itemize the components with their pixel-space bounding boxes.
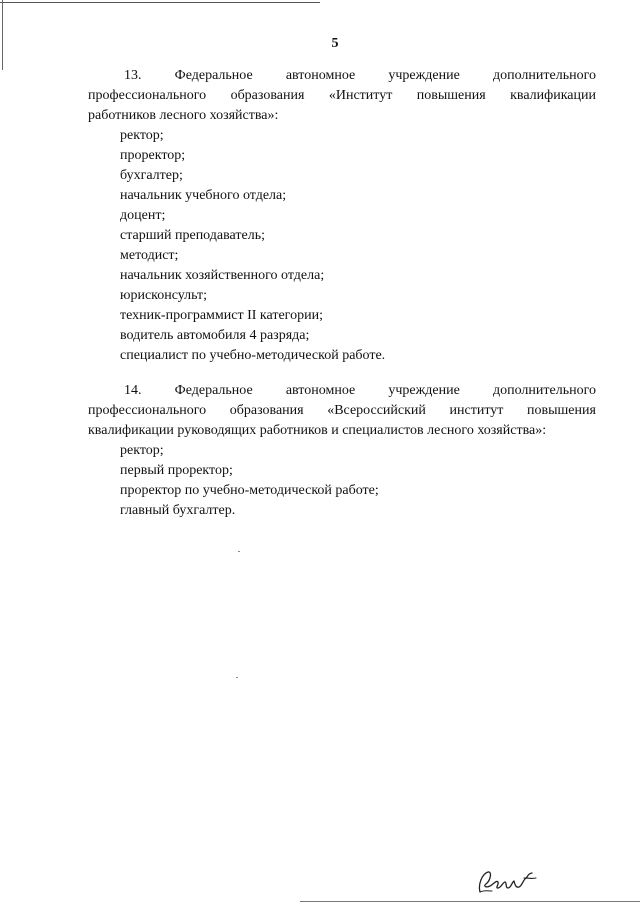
paragraph-line (88, 86, 596, 106)
list-item: главный бухгалтер. (120, 503, 236, 518)
list-item: методист; (120, 248, 179, 263)
section-14 (88, 381, 596, 521)
list-item: доцент; (120, 208, 166, 223)
paragraph-line (88, 401, 596, 421)
signature-image (474, 866, 550, 896)
paragraph-word: институт (449, 403, 504, 418)
paragraph-line (88, 106, 596, 126)
paragraph-word: автономное (285, 383, 356, 398)
list-item: специалист по учебно-методической работе. (120, 348, 386, 363)
paragraph-word: дополнительного (492, 68, 596, 83)
scan-edge-left (2, 0, 3, 70)
paragraph-word: квалификации (510, 88, 596, 103)
section-13 (88, 66, 596, 366)
list-item: начальник учебного отдела; (120, 188, 287, 203)
paragraph-word: дополнительного (492, 383, 596, 398)
paragraph-word: «Институт (328, 88, 393, 103)
paragraph-word: образования (230, 88, 305, 103)
list-item: начальник хозяйственного отдела; (120, 268, 325, 283)
paragraph-word: Федеральное (174, 68, 253, 83)
paragraph-word: образования (229, 403, 304, 418)
paragraph-word: профессионального (88, 403, 207, 418)
list-item: проректор; (120, 148, 186, 163)
paragraph-word: работников лесного хозяйства»: (88, 108, 279, 123)
paragraph-word: 13. (124, 68, 142, 83)
paragraph-word: «Всероссийский (327, 403, 426, 418)
scan-edge-bottom (300, 901, 640, 902)
list-item: техник-программист II категории; (120, 308, 323, 323)
paragraph-word: повышения (416, 88, 486, 103)
list-item: бухгалтер; (120, 168, 183, 183)
scan-speck (236, 677, 238, 678)
paragraph-word: учреждение (388, 68, 460, 83)
list-item: ректор; (120, 443, 164, 458)
paragraph-word: учреждение (388, 383, 460, 398)
scan-speck (238, 551, 240, 552)
paragraph-word: 14. (124, 383, 142, 398)
paragraph-word: автономное (285, 68, 356, 83)
paragraph-line (116, 66, 596, 86)
page-number: 5 (331, 36, 339, 51)
list-item: водитель автомобиля 4 разряда; (120, 328, 310, 343)
paragraph-word: профессионального (88, 88, 207, 103)
paragraph-word: Федеральное (174, 383, 253, 398)
list-item: первый проректор; (120, 463, 233, 478)
paragraph-line (88, 421, 596, 441)
paragraph-line (116, 381, 596, 401)
list-item: юрисконсульт; (120, 288, 208, 303)
paragraph-word: квалификации руководящих работников и специалистов лесного хозяйства»: (88, 423, 547, 438)
list-item: ректор; (120, 128, 164, 143)
paragraph-word: повышения (527, 403, 596, 418)
scan-edge-top (0, 2, 320, 3)
list-item: старший преподаватель; (120, 228, 265, 243)
list-item: проректор по учебно-методической работе; (120, 483, 379, 498)
